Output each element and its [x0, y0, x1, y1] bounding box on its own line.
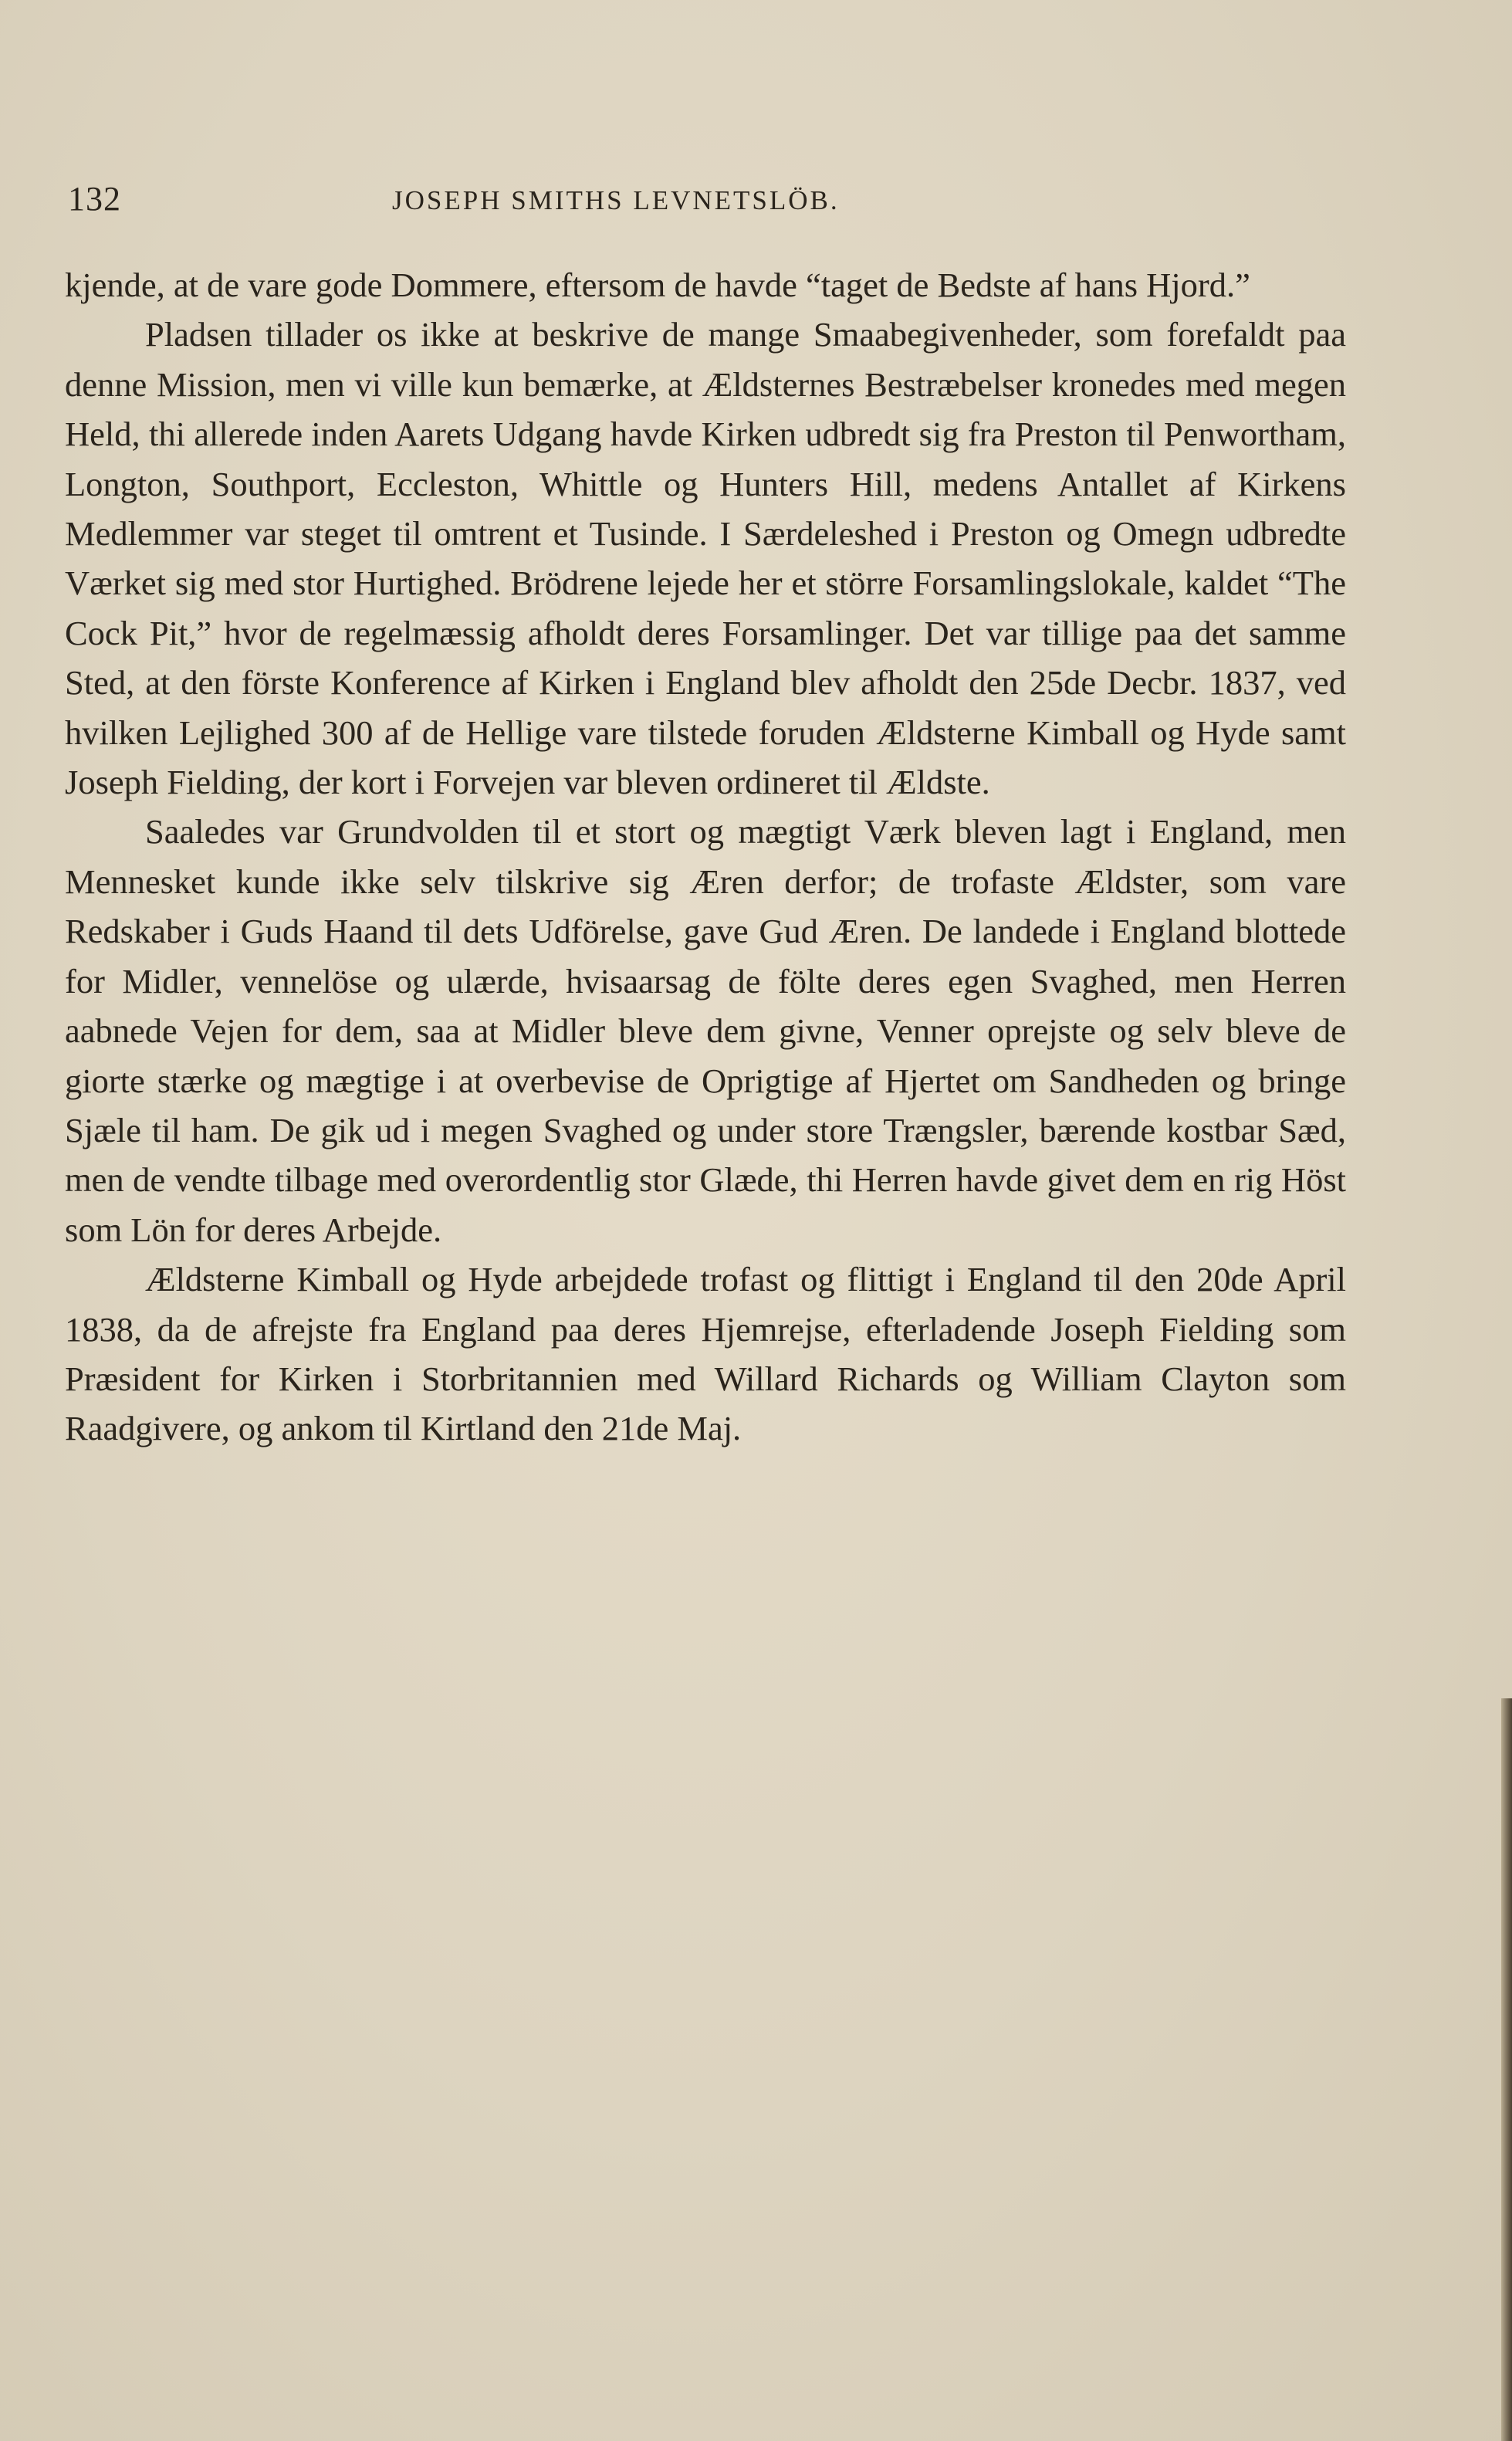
running-title: JOSEPH SMITHS LEVNETSLÖB. — [392, 185, 840, 215]
body-text — [65, 260, 1346, 1454]
book-spine-edge — [1501, 1698, 1512, 2441]
paragraph-continuation: kjende, at de vare gode Dommere, eftersom de havde “taget de Bedste af hans Hjord.” — [65, 266, 1250, 304]
page-number: 132 — [68, 180, 121, 218]
page-header — [68, 176, 1349, 222]
paragraph: Saaledes var Grundvolden til et stort og mægtigt Værk bleven lagt i England, men Mennesket kunde ikke selv tilskrive sig Æren derfor; de trofaste Ældster, som vare Redskaber i Guds Haand til dets Udförelse, gave Gud Æren. De landede i England blottede for Midler, vennelöse og ulærde, hvisaarsag de fölte deres egen Svaghed, men Herren aabnede Vejen for dem, saa at Midler bleve dem givne, Venner oprejste og selv bleve de giorte stærke og mægtige i at overbevise de Oprigtige af Hjertet om Sandheden og bringe Sjæle til ham. De gik ud i megen Svaghed og under store Trængsler, bærende kostbar Sæd, men de vendte tilbage med overordentlig stor Glæde, thi Herren havde givet dem en rig Höst som Lön for deres Arbejde. — [65, 812, 1346, 1249]
paragraph: Pladsen tillader os ikke at beskrive de mange Smaabegivenheder, som forefaldt paa denne Mission, men vi ville kun bemærke, at Ældsternes Bestræbelser kronedes med megen Held, thi allerede inden Aarets Udgang havde Kirken udbredt sig fra Preston til Penwortham, Longton, Southport, Eccleston, Whittle og Hunters Hill, medens Antallet af Kirkens Medlemmer var steget til omtrent et Tusinde. I Særdeleshed i Preston og Omegn udbredte Værket sig med stor Hurtighed. Brödrene lejede her et större Forsamlingslokale, kaldet “The Cock Pit,” hvor de regelmæssig afholdt deres Forsamlinger. Det var tillige paa det samme Sted, at den förste Konference af Kirken i England blev afholdt den 25de Decbr. 1837, ved hvilken Lejlighed 300 af de Hellige vare tilstede foruden Ældsterne Kimball og Hyde samt Joseph Fielding, der kort i Forvejen var bleven ordineret til Ældste. — [65, 315, 1346, 802]
paragraph: Ældsterne Kimball og Hyde arbejdede trofast og flittigt i England til den 20de April 1838, da de afrejste fra England paa deres Hjemrejse, efterladende Joseph Fielding som Præsident for Kirken i Storbritannien med Willard Richards og William Clayton som Raadgivere, og ankom til Kirtland den 21de Maj. — [65, 1260, 1346, 1448]
